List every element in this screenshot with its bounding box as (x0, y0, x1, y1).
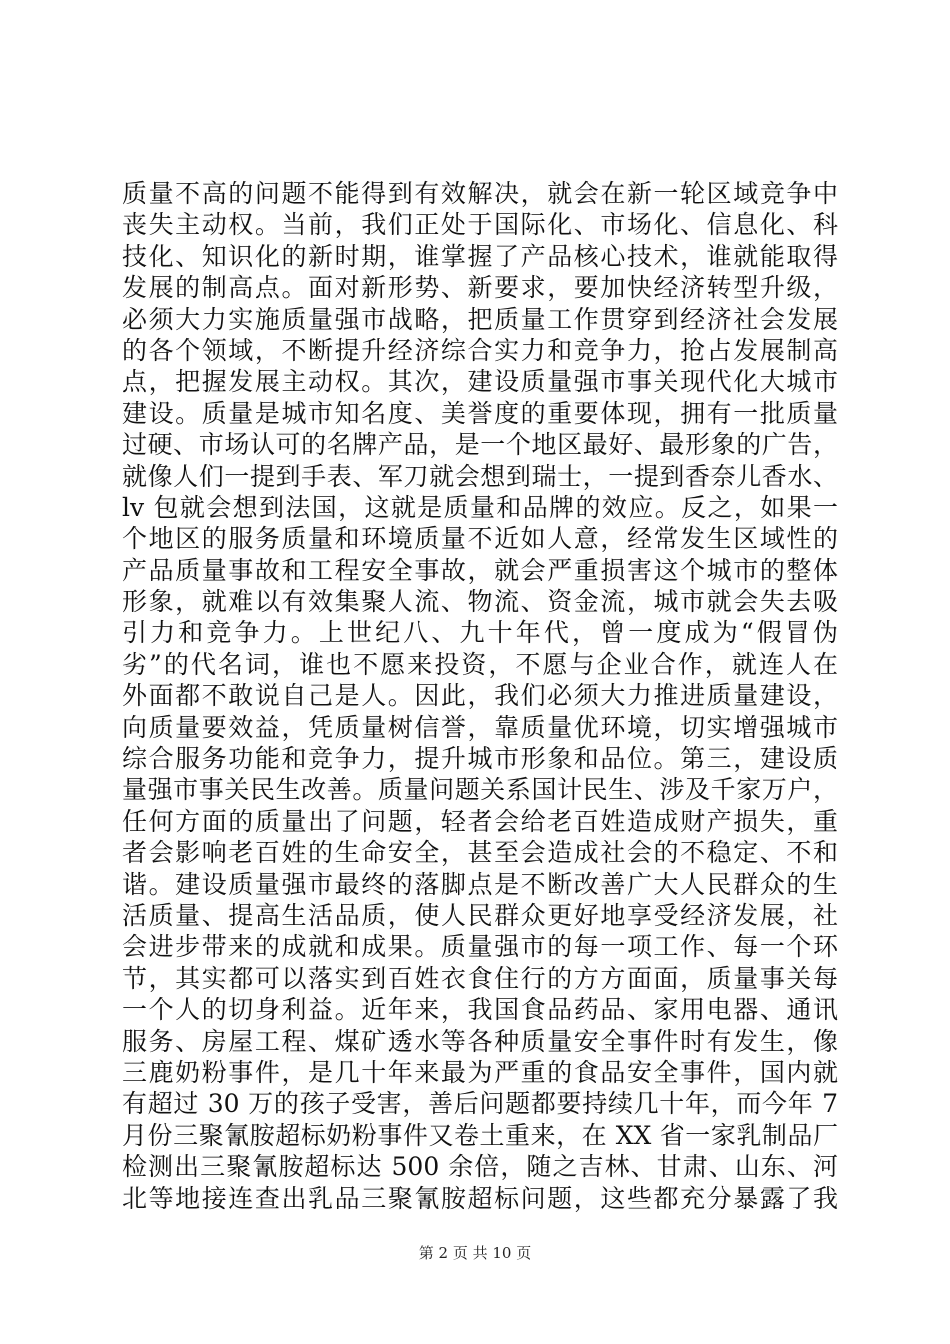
text-line: 有超过 30 万的孩子受害，善后问题都要持续几十年，而今年 7 (122, 1089, 838, 1119)
text-line: 引力和竞争力。上世纪八、九十年代，曾一度成为“假冒伪 (122, 618, 838, 648)
text-line: 向质量要效益，凭质量树信誉，靠质量优环境，切实增强城市 (122, 712, 838, 742)
text-line: 量强市事关民生改善。质量问题关系国计民生、涉及千家万户， (122, 775, 838, 805)
text-line: 就像人们一提到手表、军刀就会想到瑞士，一提到香奈儿香水、 (122, 461, 838, 491)
text-line: 综合服务功能和竞争力，提升城市形象和品位。第三，建设质 (122, 744, 838, 774)
text-line: lv 包就会想到法国，这就是质量和品牌的效应。反之，如果一 (122, 492, 838, 522)
text-line: 丧失主动权。当前，我们正处于国际化、市场化、信息化、科 (122, 210, 838, 240)
text-line: 形象，就难以有效集聚人流、物流、资金流，城市就会失去吸 (122, 587, 838, 617)
text-line: 外面都不敢说自己是人。因此，我们必须大力推进质量建设， (122, 681, 838, 711)
text-line: 发展的制高点。面对新形势、新要求，要加快经济转型升级， (122, 273, 838, 303)
text-line: 服务、房屋工程、煤矿透水等各种质量安全事件时有发生，像 (122, 1026, 838, 1056)
text-line: 月份三聚氰胺超标奶粉事件又卷土重来，在 XX 省一家乳制品厂 (122, 1120, 838, 1150)
page-number-footer: 第 2 页 共 10 页 (418, 1244, 532, 1262)
body-paragraph (122, 178, 838, 1214)
text-line: 个地区的服务质量和环境质量不近如人意，经常发生区域性的 (122, 524, 838, 554)
text-line: 建设。质量是城市知名度、美誉度的重要体现，拥有一批质量 (122, 398, 838, 428)
text-line: 的各个领域，不断提升经济综合实力和竞争力，抢占发展制高 (122, 335, 838, 365)
text-line: 节，其实都可以落实到百姓衣食住行的方方面面，质量事关每 (122, 963, 838, 993)
text-line: 者会影响老百姓的生命安全，甚至会造成社会的不稳定、不和 (122, 838, 838, 868)
text-line: 北等地接连查出乳品三聚氰胺超标问题，这些都充分暴露了我 (122, 1183, 838, 1213)
text-line: 点，把握发展主动权。其次，建设质量强市事关现代化大城市 (122, 367, 838, 397)
text-line: 检测出三聚氰胺超标达 500 余倍，随之吉林、甘肃、山东、河 (122, 1152, 838, 1182)
text-line: 质量不高的问题不能得到有效解决，就会在新一轮区域竞争中 (122, 179, 838, 208)
text-line: 必须大力实施质量强市战略，把质量工作贯穿到经济社会发展 (122, 304, 838, 334)
text-line: 劣”的代名词，谁也不愿来投资，不愿与企业合作，就连人在 (122, 649, 838, 679)
text-line: 会进步带来的成就和成果。质量强市的每一项工作、每一个环 (122, 932, 838, 962)
text-line: 三鹿奶粉事件，是几十年来最为严重的食品安全事件，国内就 (122, 1057, 838, 1087)
text-line: 产品质量事故和工程安全事故，就会严重损害这个城市的整体 (122, 555, 838, 585)
text-line: 过硬、市场认可的名牌产品，是一个地区最好、最形象的广告， (122, 430, 838, 460)
text-line: 谐。建设质量强市最终的落脚点是不断改善广大人民群众的生 (122, 869, 838, 899)
text-line: 任何方面的质量出了问题，轻者会给老百姓造成财产损失，重 (122, 806, 838, 836)
text-line: 活质量、提高生活品质，使人民群众更好地享受经济发展，社 (122, 900, 838, 930)
text-line: 一个人的切身利益。近年来，我国食品药品、家用电器、通讯 (122, 995, 838, 1025)
text-line: 技化、知识化的新时期，谁掌握了产品核心技术，谁就能取得 (122, 241, 838, 271)
